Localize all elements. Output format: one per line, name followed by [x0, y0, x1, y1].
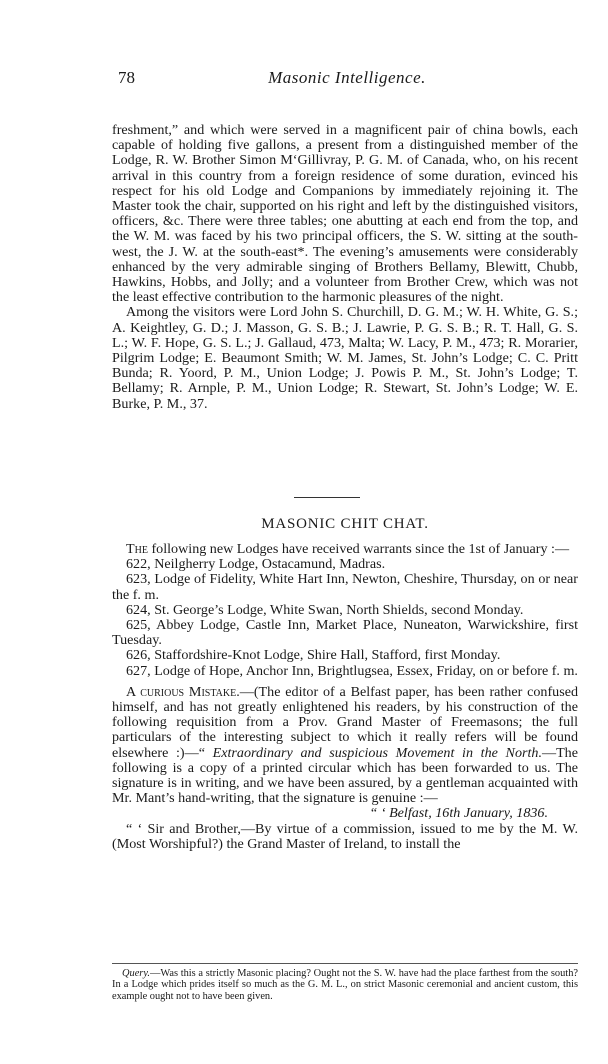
lodge-entry: 622, Neilgherry Lodge, Ostacamund, Madras.	[126, 556, 386, 573]
visitors-paragraph: Among the visitors were Lord John S. Churchill, D. G. M.; W. H. White, G. S.; A. Keightley, G. D.; J. Masson, G. S. B.; J. Lawrie, P. G. S. B.; R. T. Hall, G. S. L.; W. F. Hope, G. S. L.; J. Gallaud, 473, Malta; W. Lacy, P. M., 473; R. Morarier, Pilgrim Lodge; E. Beaumont Smith; W. M. James, St. John’s Lodge; C. C. Pritt Bunda; R. Yoord, P. M., Union Lodge; J. Powis P. M., St. John’s Lodge; T. Bellamy; R. Arnple, P. M., Union Lodge; R. Stewart, St. John’s Lodge; W. E. Burke, P. M., 37.	[112, 304, 578, 412]
lodge-entry: 624, St. George’s Lodge, White Swan, North Shields, second Monday.	[126, 601, 524, 618]
footnote-label: Query.	[122, 968, 150, 979]
chit-chat-section	[112, 542, 578, 852]
page-header	[118, 68, 576, 92]
intro-paragraph	[112, 542, 578, 557]
mistake-lead: A curious Mistake.	[126, 683, 240, 700]
letter-opening: “ ‘ Sir and Brother,—By virtue of a commission, issued to me by the M. W. (Most Worshipful?) the Grand Master of Ireland, to install the	[112, 820, 578, 852]
mistake-text-a: —(The editor of a Belfast paper, has been rather confused himself, and has not greatly enlightened his readers, by his construction of the following requisition from a Prov. Grand Master of Freemasons; the full particulars of the interesting subject to which it really refers will be found elsewhere :)—“	[112, 683, 578, 761]
letter-dateline: “ ‘ Belfast, 16th January, 1836.	[369, 805, 548, 822]
section-title: MASONIC CHIT CHAT.	[261, 516, 429, 532]
report-section	[112, 123, 578, 412]
lodge-entry: 623, Lodge of Fidelity, White Hart Inn, Newton, Cheshire, Thursday, on or near the f. m.	[112, 571, 578, 603]
running-title: Masonic Intelligence.	[268, 68, 426, 87]
footnote	[112, 968, 578, 1002]
lodge-entry: 627, Lodge of Hope, Anchor Inn, Brightlugsea, Essex, Friday, on or before f. m.	[126, 662, 578, 679]
lodge-entry: 626, Staffordshire-Knot Lodge, Shire Hall, Stafford, first Monday.	[126, 647, 501, 664]
footnote-divider	[112, 963, 578, 964]
footnote-text: —Was this a strictly Masonic placing? Ought not the S. W. have had the place farthest from the south? In a Lodge which prides itself so much as the G. M. L., on strict Masonic ceremonial and ancient custom, this example ought not to have been given.	[112, 968, 578, 1002]
lodge-entry: 625, Abbey Lodge, Castle Inn, Market Place, Nuneaton, Warwickshire, first Tuesday.	[112, 617, 578, 649]
intro-text: following new Lodges have received warrants since the 1st of January :—	[147, 541, 570, 557]
mistake-text-b: —The following is a copy of a printed circular which has been forwarded to us. The signature is in writing, and we have been assured, by a gentleman acquainted with Mr. Mant’s hand-writing, that the signature is genuine :—	[112, 744, 578, 807]
section-divider	[294, 497, 360, 498]
mistake-headline: Extraordinary and suspicious Movement in the North.	[212, 744, 542, 761]
page-number: 78	[118, 68, 135, 87]
report-paragraph: freshment,” and which were served in a magnificent pair of china bowls, each capable of holding five gallons, a present from a distinguished member of the Lodge, R. W. Brother Simon M‘Gillivray, P. G. M. of Canada, who, on his recent arrival in this country from a foreign residence of some duration, evinced his respect for his old Lodge and Companions by immediately rejoining it. The Master took the chair, supported on his right and left by the distinguished visitors, officers, &c. There were three tables; one abutting at each end from the top, and the W. M. was faced by his two principal officers, the S. W. sitting at the south-west, the J. W. at the south-east*. The evening’s amusements were considerably enhanced by the very admirable singing of Brothers Bellamy, Blewitt, Chubb, Hawkins, Hobbs, and Jolly; and a volunteer from Brother Crew, which was not the least effective contribution to the harmonic pleasures of the night.	[112, 122, 578, 306]
mistake-paragraph	[112, 685, 578, 807]
intro-lead: The	[126, 541, 148, 557]
